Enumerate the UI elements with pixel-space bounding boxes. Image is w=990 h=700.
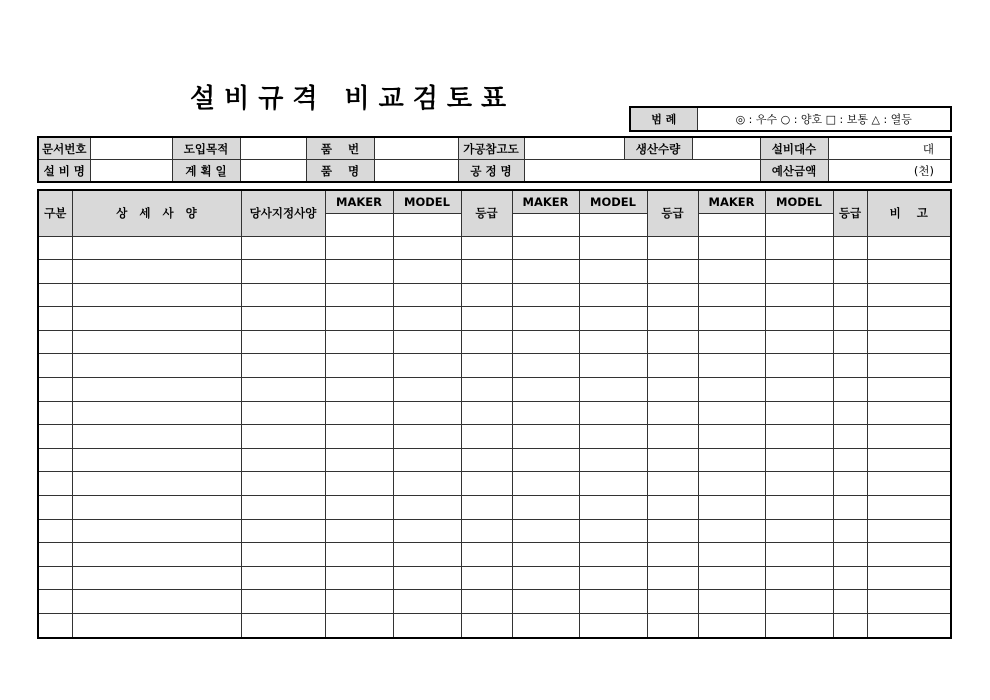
table-cell[interactable]: [325, 614, 393, 638]
table-cell[interactable]: [765, 519, 833, 543]
part-no-label: 품 번: [306, 137, 374, 160]
doc-no-field[interactable]: [90, 137, 172, 160]
table-cell[interactable]: [393, 590, 461, 614]
purpose-label: 도입목적: [172, 137, 240, 160]
header-model-1: MODEL: [393, 190, 461, 213]
table-cell[interactable]: [393, 378, 461, 402]
table-cell[interactable]: [867, 236, 951, 260]
table-cell[interactable]: [38, 566, 72, 590]
table-cell[interactable]: [833, 354, 867, 378]
table-cell[interactable]: [72, 260, 241, 284]
table-cell[interactable]: [461, 330, 512, 354]
table-cell[interactable]: [579, 260, 647, 284]
table-cell[interactable]: [461, 566, 512, 590]
table-cell[interactable]: [241, 354, 325, 378]
table-cell[interactable]: [698, 425, 765, 449]
table-cell[interactable]: [512, 378, 579, 402]
process-label: 공 정 명: [458, 160, 524, 183]
table-cell[interactable]: [765, 590, 833, 614]
table-cell[interactable]: [512, 519, 579, 543]
table-cell[interactable]: [867, 590, 951, 614]
table-cell[interactable]: [72, 354, 241, 378]
table-cell[interactable]: [579, 566, 647, 590]
table-cell[interactable]: [833, 566, 867, 590]
table-cell[interactable]: [38, 401, 72, 425]
table-cell[interactable]: [579, 401, 647, 425]
table-cell[interactable]: [461, 614, 512, 638]
part-no-field[interactable]: [374, 137, 458, 160]
table-cell[interactable]: [72, 543, 241, 567]
table-cell[interactable]: [512, 566, 579, 590]
header-model-3: MODEL: [765, 190, 833, 213]
table-cell[interactable]: [698, 354, 765, 378]
table-cell[interactable]: [647, 330, 698, 354]
table-cell[interactable]: [867, 519, 951, 543]
maker-2-field[interactable]: [512, 213, 579, 236]
table-row: [38, 378, 951, 402]
table-cell[interactable]: [325, 260, 393, 284]
table-cell[interactable]: [461, 543, 512, 567]
header-grade-3: 등급: [833, 190, 867, 236]
table-row: [38, 590, 951, 614]
table-cell[interactable]: [579, 519, 647, 543]
table-cell[interactable]: [698, 236, 765, 260]
table-row: [38, 614, 951, 638]
table-cell[interactable]: [325, 425, 393, 449]
header-remarks: 비 고: [867, 190, 951, 236]
plan-date-label: 계 획 일: [172, 160, 240, 183]
header-maker-3: MAKER: [698, 190, 765, 213]
table-cell[interactable]: [241, 519, 325, 543]
table-cell[interactable]: [393, 283, 461, 307]
model-1-field[interactable]: [393, 213, 461, 236]
budget-field[interactable]: (천): [828, 160, 951, 183]
table-cell[interactable]: [393, 425, 461, 449]
maker-3-field[interactable]: [698, 213, 765, 236]
table-cell[interactable]: [698, 543, 765, 567]
table-cell[interactable]: [512, 496, 579, 520]
table-cell[interactable]: [512, 330, 579, 354]
table-cell[interactable]: [579, 614, 647, 638]
table-cell[interactable]: [461, 590, 512, 614]
table-cell[interactable]: [241, 236, 325, 260]
table-cell[interactable]: [38, 307, 72, 331]
table-row: [38, 448, 951, 472]
table-cell[interactable]: [765, 496, 833, 520]
table-cell[interactable]: [833, 590, 867, 614]
header-designated: 당사지정사양: [241, 190, 325, 236]
header-grade-1: 등급: [461, 190, 512, 236]
table-cell[interactable]: [698, 330, 765, 354]
count-field[interactable]: 대: [828, 137, 951, 160]
table-cell[interactable]: [241, 330, 325, 354]
table-cell[interactable]: [765, 425, 833, 449]
table-cell[interactable]: [38, 283, 72, 307]
table-cell[interactable]: [647, 566, 698, 590]
table-cell[interactable]: [833, 307, 867, 331]
table-cell[interactable]: [461, 496, 512, 520]
table-cell[interactable]: [765, 236, 833, 260]
table-cell[interactable]: [867, 330, 951, 354]
table-cell[interactable]: [325, 236, 393, 260]
table-cell[interactable]: [72, 614, 241, 638]
table-cell[interactable]: [393, 330, 461, 354]
table-cell[interactable]: [647, 401, 698, 425]
table-cell[interactable]: [393, 472, 461, 496]
table-cell[interactable]: [241, 260, 325, 284]
ref-drawing-label: 가공참고도: [458, 137, 524, 160]
table-cell[interactable]: [647, 354, 698, 378]
table-cell[interactable]: [241, 378, 325, 402]
table-cell[interactable]: [647, 283, 698, 307]
table-cell[interactable]: [647, 519, 698, 543]
table-cell[interactable]: [325, 330, 393, 354]
table-cell[interactable]: [833, 236, 867, 260]
table-cell[interactable]: [461, 283, 512, 307]
comparison-table: [37, 189, 952, 639]
table-row: [38, 283, 951, 307]
table-cell[interactable]: [579, 236, 647, 260]
table-cell[interactable]: [698, 378, 765, 402]
table-cell[interactable]: [765, 354, 833, 378]
table-cell[interactable]: [38, 425, 72, 449]
table-cell[interactable]: [647, 543, 698, 567]
table-cell[interactable]: [38, 614, 72, 638]
table-cell[interactable]: [393, 566, 461, 590]
table-cell[interactable]: [393, 401, 461, 425]
plan-date-field[interactable]: [240, 160, 306, 183]
table-cell[interactable]: [867, 401, 951, 425]
table-cell[interactable]: [647, 590, 698, 614]
table-cell[interactable]: [72, 496, 241, 520]
table-cell[interactable]: [579, 590, 647, 614]
table-cell[interactable]: [38, 260, 72, 284]
table-cell[interactable]: [512, 401, 579, 425]
legend-text: ◎ : 우수 ○ : 양호 □ : 보통 △ : 열등: [697, 107, 951, 131]
table-cell[interactable]: [579, 472, 647, 496]
table-cell[interactable]: [698, 590, 765, 614]
table-cell[interactable]: [579, 330, 647, 354]
table-cell[interactable]: [765, 472, 833, 496]
process-field[interactable]: [524, 160, 760, 183]
table-cell[interactable]: [579, 448, 647, 472]
table-cell[interactable]: [765, 543, 833, 567]
purpose-field[interactable]: [240, 137, 306, 160]
table-cell[interactable]: [241, 566, 325, 590]
table-cell[interactable]: [512, 354, 579, 378]
table-cell[interactable]: [579, 283, 647, 307]
table-cell[interactable]: [647, 260, 698, 284]
maker-1-field[interactable]: [325, 213, 393, 236]
table-cell[interactable]: [579, 307, 647, 331]
table-cell[interactable]: [833, 496, 867, 520]
table-row: [38, 472, 951, 496]
table-cell[interactable]: [38, 472, 72, 496]
table-cell[interactable]: [833, 448, 867, 472]
table-cell[interactable]: [38, 378, 72, 402]
table-row: [38, 566, 951, 590]
budget-label: 예산금액: [760, 160, 828, 183]
table-cell[interactable]: [325, 283, 393, 307]
table-cell[interactable]: [833, 543, 867, 567]
table-cell[interactable]: [698, 283, 765, 307]
table-cell[interactable]: [461, 401, 512, 425]
model-3-field[interactable]: [765, 213, 833, 236]
table-row: [38, 236, 951, 260]
table-cell[interactable]: [867, 260, 951, 284]
table-row: [38, 330, 951, 354]
table-cell[interactable]: [72, 378, 241, 402]
table-cell[interactable]: [38, 519, 72, 543]
table-cell[interactable]: [647, 307, 698, 331]
table-cell[interactable]: [72, 401, 241, 425]
table-cell[interactable]: [867, 378, 951, 402]
legend-label: 범 례: [630, 107, 697, 131]
table-cell[interactable]: [512, 614, 579, 638]
part-name-label: 품 명: [306, 160, 374, 183]
table-cell[interactable]: [72, 566, 241, 590]
table-cell[interactable]: [325, 496, 393, 520]
table-row: [38, 543, 951, 567]
table-cell[interactable]: [698, 448, 765, 472]
table-cell[interactable]: [512, 590, 579, 614]
table-cell[interactable]: [833, 472, 867, 496]
table-cell[interactable]: [241, 425, 325, 449]
table-cell[interactable]: [461, 260, 512, 284]
table-row: [38, 425, 951, 449]
table-cell[interactable]: [512, 283, 579, 307]
table-cell[interactable]: [765, 401, 833, 425]
table-row: [38, 496, 951, 520]
legend-table: [629, 106, 952, 132]
table-cell[interactable]: [579, 425, 647, 449]
name-field[interactable]: [90, 160, 172, 183]
table-cell[interactable]: [698, 401, 765, 425]
table-cell[interactable]: [461, 519, 512, 543]
table-cell[interactable]: [512, 236, 579, 260]
table-cell[interactable]: [867, 496, 951, 520]
table-cell[interactable]: [393, 614, 461, 638]
table-cell[interactable]: [833, 401, 867, 425]
table-cell[interactable]: [867, 448, 951, 472]
header-division: 구분: [38, 190, 72, 236]
table-cell[interactable]: [393, 448, 461, 472]
table-cell[interactable]: [72, 590, 241, 614]
table-cell[interactable]: [325, 543, 393, 567]
table-cell[interactable]: [393, 519, 461, 543]
table-cell[interactable]: [512, 307, 579, 331]
table-cell[interactable]: [72, 236, 241, 260]
table-cell[interactable]: [461, 448, 512, 472]
header-maker-1: MAKER: [325, 190, 393, 213]
table-row: [38, 260, 951, 284]
table-cell[interactable]: [698, 260, 765, 284]
table-cell[interactable]: [647, 614, 698, 638]
table-cell[interactable]: [647, 496, 698, 520]
table-cell[interactable]: [241, 401, 325, 425]
qty-label: 생산수량: [624, 137, 692, 160]
table-cell[interactable]: [241, 614, 325, 638]
ref-drawing-field[interactable]: [524, 137, 624, 160]
table-row: [38, 354, 951, 378]
table-cell[interactable]: [461, 378, 512, 402]
table-cell[interactable]: [867, 614, 951, 638]
table-cell[interactable]: [765, 330, 833, 354]
table-cell[interactable]: [241, 543, 325, 567]
table-cell[interactable]: [38, 354, 72, 378]
table-cell[interactable]: [325, 448, 393, 472]
table-cell[interactable]: [512, 543, 579, 567]
doc-no-label: 문서번호: [38, 137, 90, 160]
table-cell[interactable]: [698, 566, 765, 590]
table-cell[interactable]: [867, 354, 951, 378]
table-cell[interactable]: [765, 378, 833, 402]
table-cell[interactable]: [461, 354, 512, 378]
page-title: 설비규격 비교검토표: [190, 84, 516, 114]
table-cell[interactable]: [512, 448, 579, 472]
info-table: [37, 136, 952, 183]
table-cell[interactable]: [867, 307, 951, 331]
table-cell[interactable]: [325, 590, 393, 614]
table-cell[interactable]: [833, 378, 867, 402]
table-cell[interactable]: [461, 236, 512, 260]
part-name-field[interactable]: [374, 160, 458, 183]
table-cell[interactable]: [461, 307, 512, 331]
table-cell[interactable]: [833, 283, 867, 307]
table-row: [38, 401, 951, 425]
header-detail: 상 세 사 양: [72, 190, 241, 236]
table-cell[interactable]: [325, 378, 393, 402]
table-cell[interactable]: [38, 543, 72, 567]
table-cell[interactable]: [393, 496, 461, 520]
table-cell[interactable]: [325, 307, 393, 331]
table-cell[interactable]: [72, 307, 241, 331]
table-cell[interactable]: [72, 448, 241, 472]
table-cell[interactable]: [72, 425, 241, 449]
table-cell[interactable]: [72, 519, 241, 543]
table-cell[interactable]: [512, 472, 579, 496]
table-cell[interactable]: [698, 519, 765, 543]
table-cell[interactable]: [393, 236, 461, 260]
table-cell[interactable]: [325, 354, 393, 378]
table-cell[interactable]: [647, 378, 698, 402]
table-cell[interactable]: [765, 260, 833, 284]
table-cell[interactable]: [833, 519, 867, 543]
table-cell[interactable]: [867, 566, 951, 590]
table-cell[interactable]: [765, 283, 833, 307]
qty-field[interactable]: [692, 137, 760, 160]
table-cell[interactable]: [579, 378, 647, 402]
table-cell[interactable]: [512, 260, 579, 284]
table-cell[interactable]: [867, 425, 951, 449]
table-cell[interactable]: [698, 472, 765, 496]
header-maker-2: MAKER: [512, 190, 579, 213]
table-cell[interactable]: [833, 330, 867, 354]
table-cell[interactable]: [325, 566, 393, 590]
table-cell[interactable]: [647, 425, 698, 449]
table-cell[interactable]: [325, 519, 393, 543]
table-cell[interactable]: [512, 425, 579, 449]
table-cell[interactable]: [647, 448, 698, 472]
table-cell[interactable]: [579, 543, 647, 567]
table-cell[interactable]: [833, 425, 867, 449]
table-cell[interactable]: [241, 283, 325, 307]
table-cell[interactable]: [393, 307, 461, 331]
table-cell[interactable]: [765, 307, 833, 331]
table-cell[interactable]: [833, 614, 867, 638]
table-cell[interactable]: [698, 496, 765, 520]
table-cell[interactable]: [393, 354, 461, 378]
table-cell[interactable]: [38, 448, 72, 472]
table-cell[interactable]: [241, 590, 325, 614]
table-cell[interactable]: [867, 472, 951, 496]
header-grade-2: 등급: [647, 190, 698, 236]
table-cell[interactable]: [698, 614, 765, 638]
table-cell[interactable]: [325, 472, 393, 496]
table-cell[interactable]: [393, 260, 461, 284]
table-cell[interactable]: [579, 354, 647, 378]
table-cell[interactable]: [38, 236, 72, 260]
table-cell[interactable]: [38, 590, 72, 614]
table-cell[interactable]: [765, 566, 833, 590]
table-cell[interactable]: [647, 236, 698, 260]
model-2-field[interactable]: [579, 213, 647, 236]
table-row: [38, 519, 951, 543]
table-cell[interactable]: [241, 307, 325, 331]
table-cell[interactable]: [38, 330, 72, 354]
table-cell[interactable]: [867, 283, 951, 307]
table-cell[interactable]: [461, 472, 512, 496]
table-cell[interactable]: [241, 472, 325, 496]
table-cell[interactable]: [579, 496, 647, 520]
table-cell[interactable]: [393, 543, 461, 567]
table-cell[interactable]: [72, 472, 241, 496]
table-cell[interactable]: [647, 472, 698, 496]
table-cell[interactable]: [698, 307, 765, 331]
table-cell[interactable]: [867, 543, 951, 567]
table-cell[interactable]: [72, 283, 241, 307]
table-cell[interactable]: [461, 425, 512, 449]
table-cell[interactable]: [765, 614, 833, 638]
table-cell[interactable]: [325, 401, 393, 425]
header-model-2: MODEL: [579, 190, 647, 213]
table-cell[interactable]: [833, 260, 867, 284]
table-row: [38, 307, 951, 331]
name-label: 설 비 명: [38, 160, 90, 183]
table-cell[interactable]: [72, 330, 241, 354]
table-cell[interactable]: [38, 496, 72, 520]
table-cell[interactable]: [241, 448, 325, 472]
count-label: 설비대수: [760, 137, 828, 160]
table-cell[interactable]: [241, 496, 325, 520]
table-cell[interactable]: [765, 448, 833, 472]
